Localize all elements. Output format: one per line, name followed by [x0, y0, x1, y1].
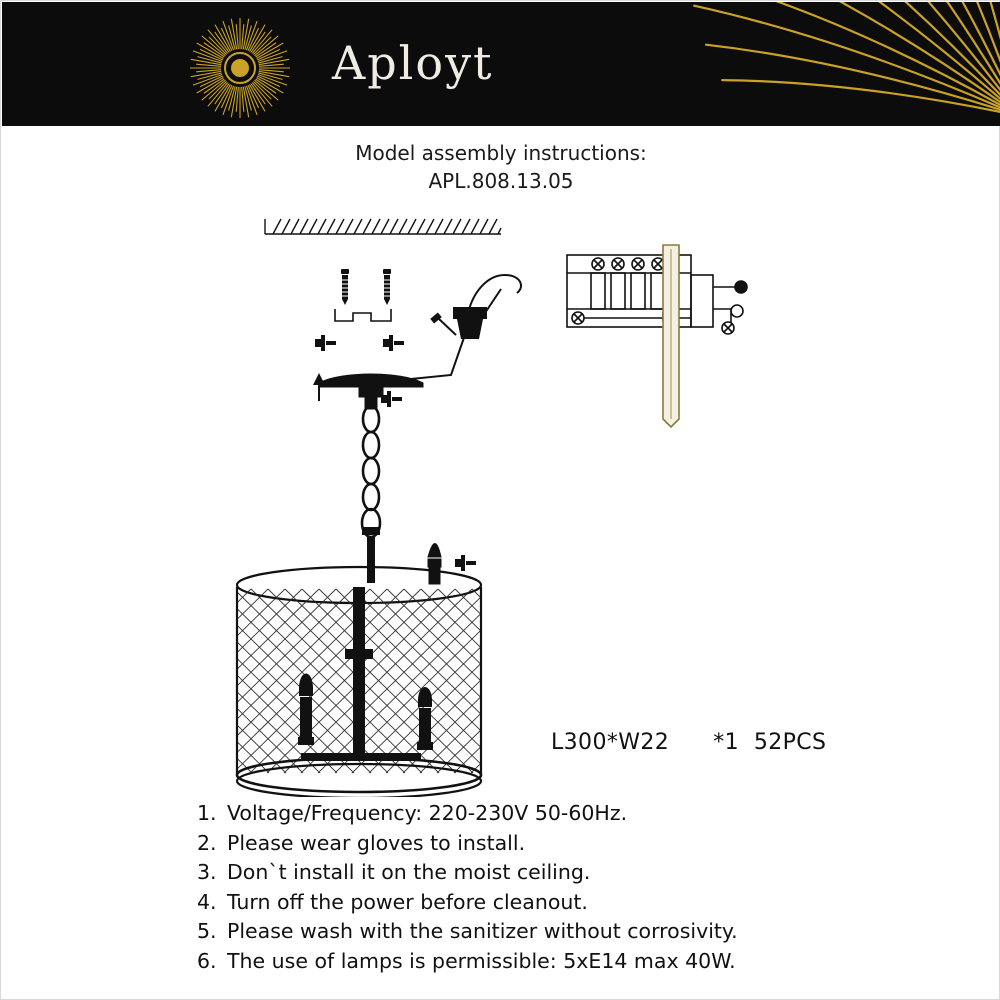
part-spec-label: [551, 730, 826, 755]
page-title: [1, 139, 1000, 195]
note-number: 1.: [197, 801, 217, 825]
terminal-block-wiring-icon: [567, 255, 747, 334]
bolt-marker-icon: [455, 555, 476, 571]
brand-banner: [2, 2, 1000, 126]
note-number: 4.: [197, 889, 217, 914]
mounting-bracket-icon: [335, 309, 391, 321]
candle-bulb-icon: [428, 544, 441, 585]
note-number: 2.: [197, 830, 217, 855]
connector-block-icon: [430, 307, 487, 339]
part-dimensions: L300*W22: [551, 730, 670, 755]
note-text: Voltage/Frequency: 220-230V 50-60Hz.: [227, 801, 628, 825]
note-text: Turn off the power before cleanout.: [227, 889, 588, 914]
note-text: The use of lamps is permissible: 5xE14 max 40W.: [227, 948, 736, 973]
list-item: [197, 858, 977, 888]
sunburst-icon: [188, 16, 292, 120]
crystal-rod-icon: [663, 245, 679, 427]
list-item: [197, 917, 977, 947]
list-item: [197, 799, 977, 829]
note-number: 5.: [197, 919, 217, 943]
title-line-2: APL.808.13.05: [428, 169, 574, 193]
note-number: 6.: [197, 948, 217, 973]
assembly-diagram: [1, 197, 1000, 797]
pendant-chandelier-icon: [1, 567, 847, 797]
ceiling-canopy-icon: [319, 374, 423, 409]
list-item: [197, 829, 977, 859]
brand-name: Aployt: [332, 36, 494, 90]
list-item: [197, 888, 977, 918]
note-number: 3.: [197, 860, 217, 884]
part-quantity: *1: [713, 730, 740, 755]
hatched-ceiling-icon: [265, 219, 501, 234]
title-line-1: Model assembly instructions:: [355, 141, 647, 165]
list-item: [197, 947, 977, 977]
wire-connector-icon: [371, 275, 521, 383]
note-text: Please wash with the sanitizer without corrosivity.: [227, 919, 738, 943]
fan-rays-icon: [620, 2, 1000, 126]
part-pieces: 52PCS: [753, 730, 827, 755]
chain-icon: [362, 406, 380, 537]
note-text: Please wear gloves to install.: [227, 830, 526, 855]
note-text: Don`t install it on the moist ceiling.: [227, 860, 591, 884]
safety-notes-list: [197, 799, 977, 976]
drop-rod-icon: [362, 527, 380, 583]
